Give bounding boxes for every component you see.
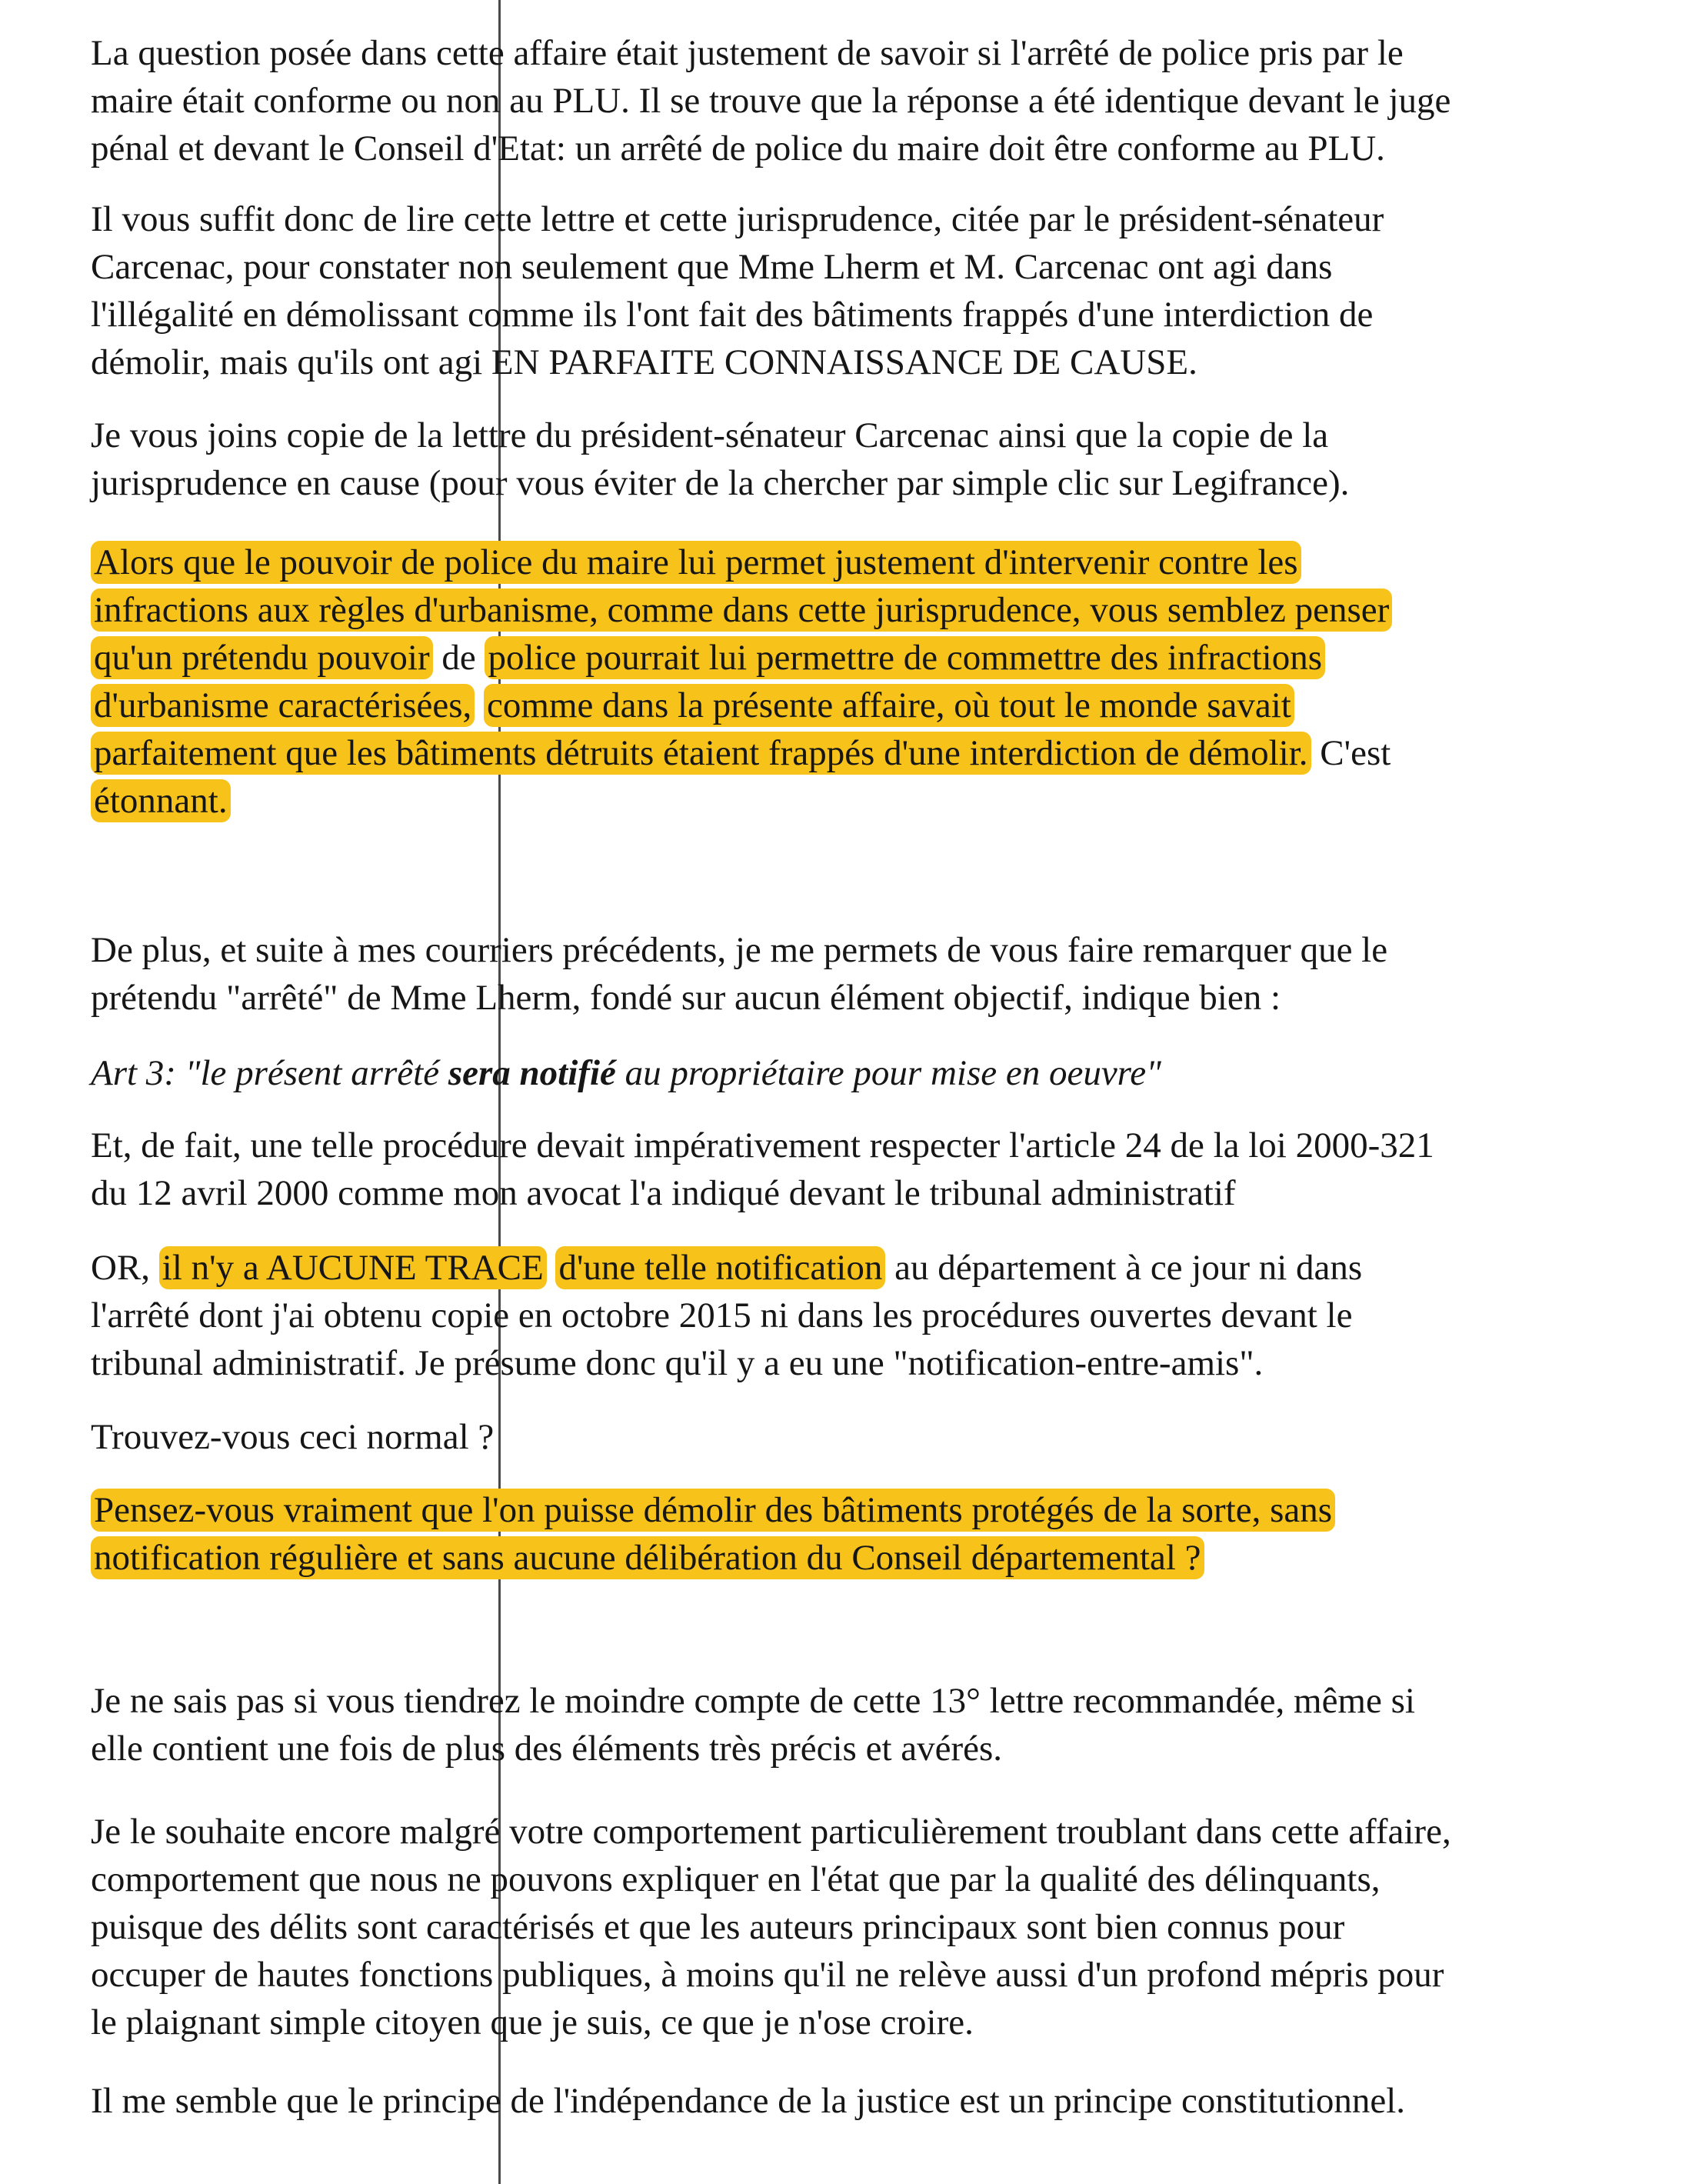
text-line: démolir, mais qu'ils ont agi EN PARFAITE CONNAISSANCE DE CAUSE. — [91, 342, 1197, 382]
text-line: prétendu "arrêté" de Mme Lherm, fondé sur aucun élément objectif, indique bien : — [91, 978, 1281, 1018]
highlighted-text: d'une telle notification — [555, 1246, 885, 1289]
text-line: tribunal administratif. Je présume donc qu'il y a eu une "notification-entre-amis". — [91, 1343, 1264, 1383]
text-line: jurisprudence en cause (pour vous éviter de la chercher par simple clic sur Legifrance). — [91, 463, 1350, 503]
highlighted-text: étonnant. — [91, 779, 231, 822]
highlighted-text: notification régulière et sans aucune délibération du Conseil départemental ? — [91, 1536, 1204, 1579]
text-line: Je ne sais pas si vous tiendrez le moindre compte de cette 13° lettre recommandée, même si — [91, 1681, 1415, 1721]
paragraph-13 — [91, 2077, 1590, 2125]
highlighted-text: police pourrait lui permettre de commettre des infractions — [485, 636, 1325, 679]
text-line: comportement que nous ne pouvons expliquer en l'état que par la qualité des délinquants, — [91, 1859, 1381, 1899]
text-line — [91, 1049, 1590, 1097]
paragraph-12 — [91, 1808, 1590, 2046]
paragraph-4-highlighted — [91, 538, 1590, 825]
text-line — [91, 634, 1590, 682]
text-line: pénal et devant le Conseil d'Etat: un arrêté de police du maire doit être conforme au PLU. — [91, 128, 1385, 168]
text-line: De plus, et suite à mes courriers précédents, je me permets de vous faire remarquer que le — [91, 930, 1388, 970]
highlighted-text: il n'y a AUCUNE TRACE — [159, 1246, 547, 1289]
text-line: elle contient une fois de plus des éléments très précis et avérés. — [91, 1729, 1003, 1769]
text-line: puisque des délits sont caractérisés et que les auteurs principaux sont bien connus pour — [91, 1907, 1345, 1947]
text-line — [91, 538, 1590, 586]
paragraph-6-quote — [91, 1049, 1590, 1097]
text-line: Carcenac, pour constater non seulement que Mme Lherm et M. Carcenac ont agi dans — [91, 247, 1333, 287]
text-line: le plaignant simple citoyen que je suis, ce que je n'ose croire. — [91, 2002, 974, 2042]
highlighted-text: d'urbanisme caractérisées, — [91, 684, 475, 727]
highlighted-text: qu'un prétendu pouvoir — [91, 636, 433, 679]
paragraph-1 — [91, 29, 1590, 172]
text-line — [91, 729, 1590, 777]
paragraph-8 — [91, 1244, 1590, 1387]
text-line — [91, 682, 1590, 729]
paragraph-3 — [91, 412, 1590, 507]
plain-text — [475, 685, 484, 725]
text-line: Il vous suffit donc de lire cette lettre et cette jurisprudence, citée par le président-sénateur — [91, 199, 1384, 239]
text-line: l'arrêté dont j'ai obtenu copie en octobre 2015 ni dans les procédures ouvertes devant le — [91, 1295, 1353, 1335]
plain-text: de — [432, 638, 485, 678]
highlighted-text: parfaitement que les bâtiments détruits étaient frappés d'une interdiction de démolir. — [91, 732, 1311, 775]
text-line: du 12 avril 2000 comme mon avocat l'a indiqué devant le tribunal administratif — [91, 1173, 1236, 1213]
highlighted-text: Pensez-vous vraiment que l'on puisse démolir des bâtiments protégés de la sorte, sans — [91, 1489, 1335, 1532]
paragraph-5 — [91, 926, 1590, 1022]
text-line: Trouvez-vous ceci normal ? — [91, 1417, 495, 1457]
quote-text: Art 3: "le présent arrêté — [91, 1053, 448, 1093]
paragraph-7 — [91, 1122, 1590, 1217]
plain-text: au département à ce jour ni dans — [885, 1248, 1363, 1288]
text-line: La question posée dans cette affaire était justement de savoir si l'arrêté de police pris par le — [91, 33, 1404, 73]
text-line: Il me semble que le principe de l'indépendance de la justice est un principe constitutionnel. — [91, 2081, 1406, 2121]
paragraph-11 — [91, 1677, 1590, 1772]
paragraph-9 — [91, 1413, 1590, 1461]
plain-text — [547, 1248, 556, 1288]
text-line: occuper de hautes fonctions publiques, à moins qu'il ne relève aussi d'un profond mépris pour — [91, 1955, 1444, 1995]
paragraph-2 — [91, 195, 1590, 386]
text-line — [91, 1534, 1590, 1582]
text-line — [91, 1244, 1590, 1292]
quote-emphasis: sera notifié — [448, 1053, 616, 1093]
text-line — [91, 1486, 1590, 1534]
text-line: maire était conforme ou non au PLU. Il se trouve que la réponse a été identique devant le juge — [91, 81, 1451, 121]
text-line: Je vous joins copie de la lettre du président-sénateur Carcenac ainsi que la copie de la — [91, 415, 1329, 455]
plain-text: OR, — [91, 1248, 159, 1288]
highlighted-text: comme dans la présente affaire, où tout le monde savait — [484, 684, 1294, 727]
quote-text: au propriétaire pour mise en oeuvre" — [615, 1053, 1161, 1093]
paragraph-10-highlighted — [91, 1486, 1590, 1582]
text-line — [91, 586, 1590, 634]
text-line — [91, 777, 1590, 825]
text-line: Je le souhaite encore malgré votre comportement particulièrement troublant dans cette affaire, — [91, 1812, 1451, 1852]
highlighted-text: infractions aux règles d'urbanisme, comme dans cette jurisprudence, vous semblez penser — [91, 589, 1392, 632]
highlighted-text: Alors que le pouvoir de police du maire lui permet justement d'intervenir contre les — [91, 541, 1301, 584]
plain-text: C'est — [1311, 733, 1391, 773]
text-line: l'illégalité en démolissant comme ils l'ont fait des bâtiments frappés d'une interdiction de — [91, 295, 1374, 335]
text-line: Et, de fait, une telle procédure devait impérativement respecter l'article 24 de la loi 2000-321 — [91, 1125, 1434, 1165]
